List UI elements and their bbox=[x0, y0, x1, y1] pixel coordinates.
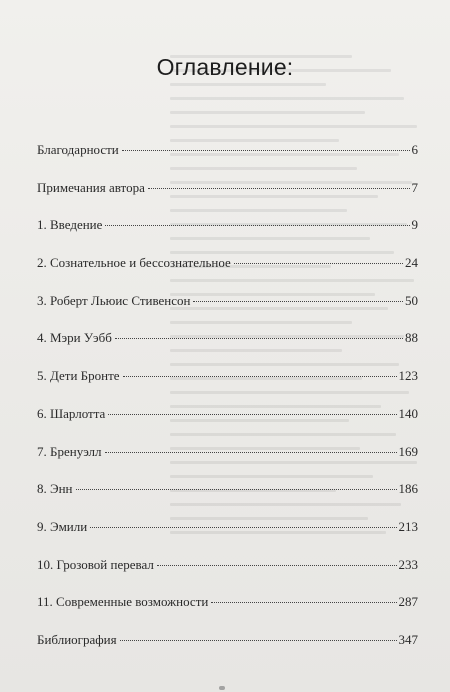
toc-entry-label: 11. Современные возможности bbox=[37, 594, 209, 610]
toc-entry-page: 88 bbox=[405, 330, 418, 346]
toc-entry-page: 233 bbox=[398, 556, 418, 572]
toc-entry-page: 6 bbox=[411, 142, 418, 157]
toc-entry-label: 6. Шарлотта bbox=[37, 405, 106, 421]
toc-entry[interactable] bbox=[37, 406, 418, 444]
toc-leader-dots bbox=[90, 527, 396, 528]
toc-entry-page: 213 bbox=[398, 518, 418, 534]
toc-entry-page: 50 bbox=[405, 292, 418, 308]
table-of-contents bbox=[37, 142, 418, 670]
toc-entry-label: 5. Дети Бронте bbox=[37, 368, 120, 384]
toc-entry-label: 10. Грозовой перевал bbox=[37, 556, 154, 572]
toc-entry[interactable] bbox=[37, 217, 418, 255]
toc-entry-label: 1. Введение bbox=[37, 217, 103, 233]
toc-leader-dots bbox=[76, 489, 397, 490]
toc-entry[interactable] bbox=[37, 142, 418, 180]
toc-leader-dots bbox=[234, 263, 403, 264]
toc-leader-dots bbox=[105, 452, 397, 453]
toc-leader-dots bbox=[157, 565, 397, 566]
toc-entry-page: 186 bbox=[398, 481, 418, 497]
toc-entry[interactable] bbox=[37, 293, 418, 331]
toc-leader-dots bbox=[123, 376, 397, 377]
toc-entry-page: 7 bbox=[411, 179, 418, 195]
toc-entry-label: 9. Эмили bbox=[37, 518, 88, 534]
toc-entry[interactable] bbox=[37, 481, 418, 519]
toc-entry[interactable] bbox=[37, 444, 418, 482]
page-title: Оглавление: bbox=[156, 54, 294, 80]
toc-entry-page: 123 bbox=[398, 368, 418, 384]
toc-entry-label: Благодарности bbox=[37, 142, 119, 157]
toc-leader-dots bbox=[122, 150, 410, 151]
toc-leader-dots bbox=[115, 338, 403, 339]
toc-entry[interactable] bbox=[37, 368, 418, 406]
toc-entry[interactable] bbox=[37, 180, 418, 218]
toc-entry[interactable] bbox=[37, 594, 418, 632]
toc-leader-dots bbox=[211, 602, 396, 603]
toc-entry-label: 4. Мэри Уэбб bbox=[37, 330, 112, 346]
toc-entry-label: Примечания автора bbox=[37, 179, 145, 195]
toc-entry-label: 3. Роберт Льюис Стивенсон bbox=[37, 292, 191, 308]
toc-entry-label: 2. Сознательное и бессознательное bbox=[37, 255, 231, 271]
toc-entry-page: 169 bbox=[398, 443, 418, 459]
toc-leader-dots bbox=[108, 414, 396, 415]
toc-entry-label: 8. Энн bbox=[37, 481, 73, 497]
toc-entry[interactable] bbox=[37, 330, 418, 368]
toc-entry-page: 9 bbox=[411, 217, 418, 233]
page-bottom-mark bbox=[219, 686, 225, 690]
toc-leader-dots bbox=[193, 301, 403, 302]
toc-entry-page: 24 bbox=[405, 255, 418, 271]
toc-entry[interactable] bbox=[37, 255, 418, 293]
toc-entry[interactable] bbox=[37, 557, 418, 595]
toc-leader-dots bbox=[120, 640, 397, 641]
toc-entry[interactable] bbox=[37, 519, 418, 557]
toc-entry-page: 140 bbox=[398, 405, 418, 421]
toc-entry[interactable] bbox=[37, 632, 418, 670]
toc-entry-label: Библиография bbox=[37, 631, 117, 647]
toc-entry-page: 287 bbox=[398, 594, 418, 610]
toc-entry-label: 7. Бренуэлл bbox=[37, 443, 102, 459]
toc-leader-dots bbox=[148, 188, 410, 189]
toc-entry-page: 347 bbox=[398, 631, 418, 647]
toc-leader-dots bbox=[105, 225, 409, 226]
